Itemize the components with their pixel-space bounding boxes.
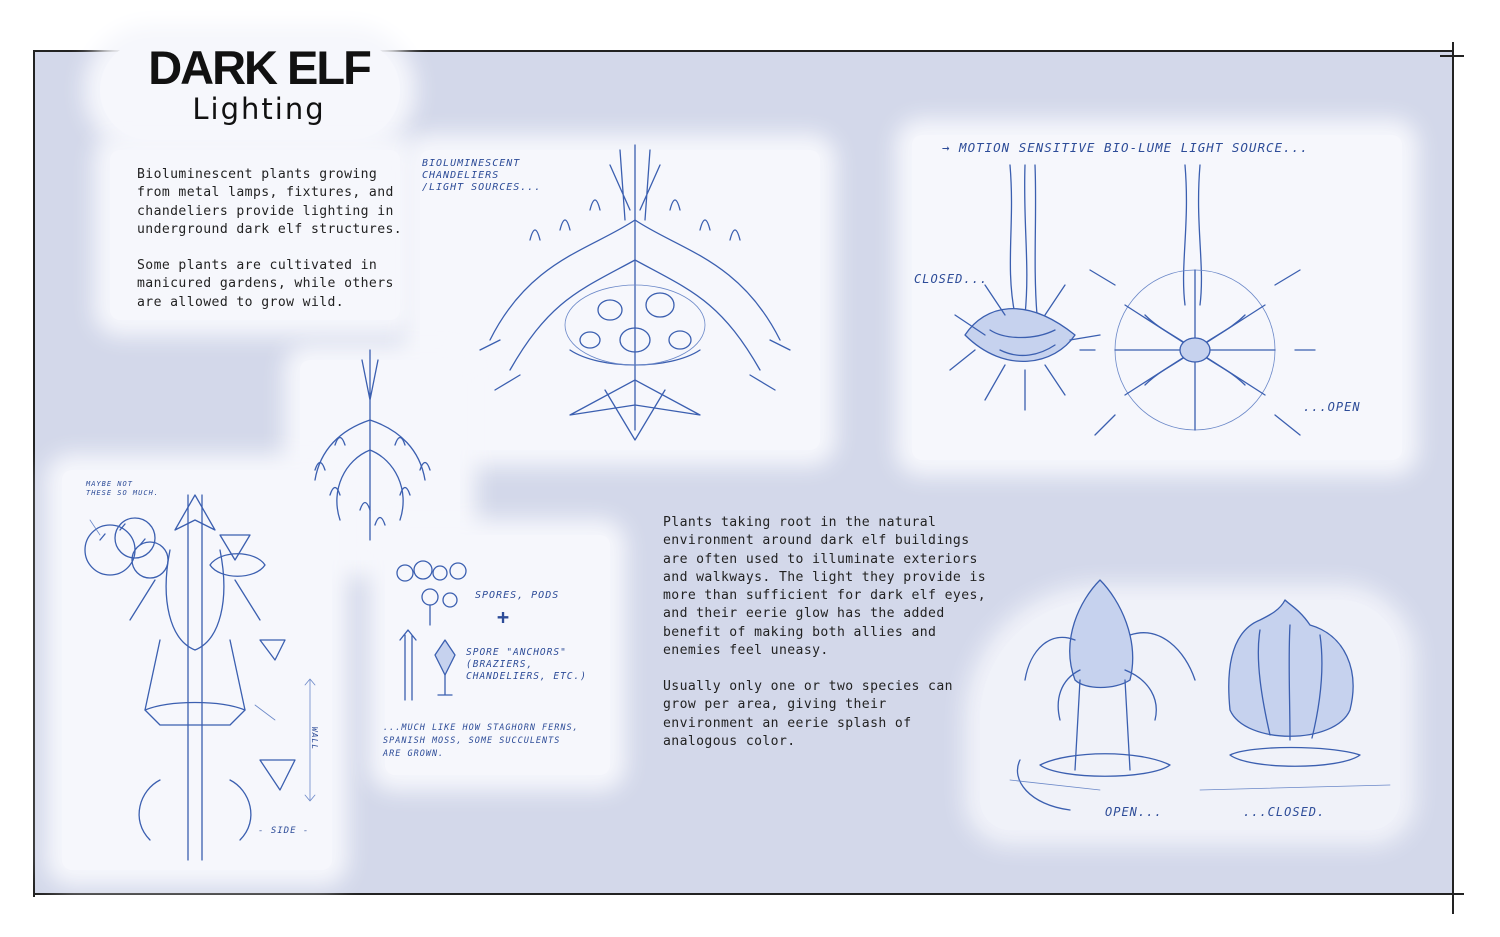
spores-anchors-sketch [390, 555, 480, 705]
frame-bottom-line [33, 893, 1464, 895]
bulb-plants-sketch [1000, 580, 1400, 810]
body-paragraph-1: Plants taking root in the natural environment around dark elf buildings are often used to illuminate exteriors and walkways. The light they provide is more than sufficient for dark elf eyes, and their eerie glow has the added benefit of making both allies and enemies feel uneasy. [663, 515, 987, 659]
closed-label-top: CLOSED... [914, 272, 989, 286]
spore-anchors-note: SPORE "ANCHORS" (BRAZIERS, CHANDELIERS, ETC.) [466, 647, 587, 682]
body-paragraph-2: Usually only one or two species can grow per area, giving their environment an eerie splash of analogous color. [663, 679, 953, 749]
maybe-not-note: MAYBE NOT THESE SO MUCH. [86, 480, 160, 497]
intro-paragraph-2: Some plants are cultivated in manicured gardens, while others are allowed to grow wild. [137, 258, 394, 310]
open-label-top: ...OPEN [1303, 400, 1361, 414]
chandeliers-note: BIOLUMINESCENT CHANDELIERS /LIGHT SOURCES... [422, 158, 542, 193]
lamp-post-sketch [70, 490, 330, 870]
closed-label-bottom: ...CLOSED. [1243, 805, 1326, 819]
spores-pods-note: SPORES, PODS [475, 590, 560, 601]
title-block [128, 42, 390, 126]
frame-corner-tick [1440, 55, 1464, 57]
bioluminescent-chandelier-sketch [470, 140, 800, 450]
open-label-bottom: OPEN... [1105, 805, 1163, 819]
page-subtitle: Lighting [192, 92, 326, 126]
staghorn-note: ...MUCH LIKE HOW STAGHORN FERNS, SPANISH MOSS, SOME SUCCULENTS ARE GROWN. [383, 723, 579, 759]
motion-sensitive-bio-lume-sketch [945, 165, 1365, 455]
frame-left-line [33, 50, 35, 897]
wall-label: WALL [310, 726, 320, 751]
intro-paragraph-1: Bioluminescent plants growing from metal lamps, fixtures, and chandeliers provide lighting in underground dark elf structures. [137, 167, 403, 237]
side-label: - SIDE - [258, 826, 310, 836]
page-title: DARK ELF [148, 41, 370, 94]
motion-sensitive-note: → MOTION SENSITIVE BIO-LUME LIGHT SOURCE... [942, 140, 1309, 155]
plus-sign: + [497, 605, 511, 629]
frame-right-line [1452, 42, 1454, 914]
